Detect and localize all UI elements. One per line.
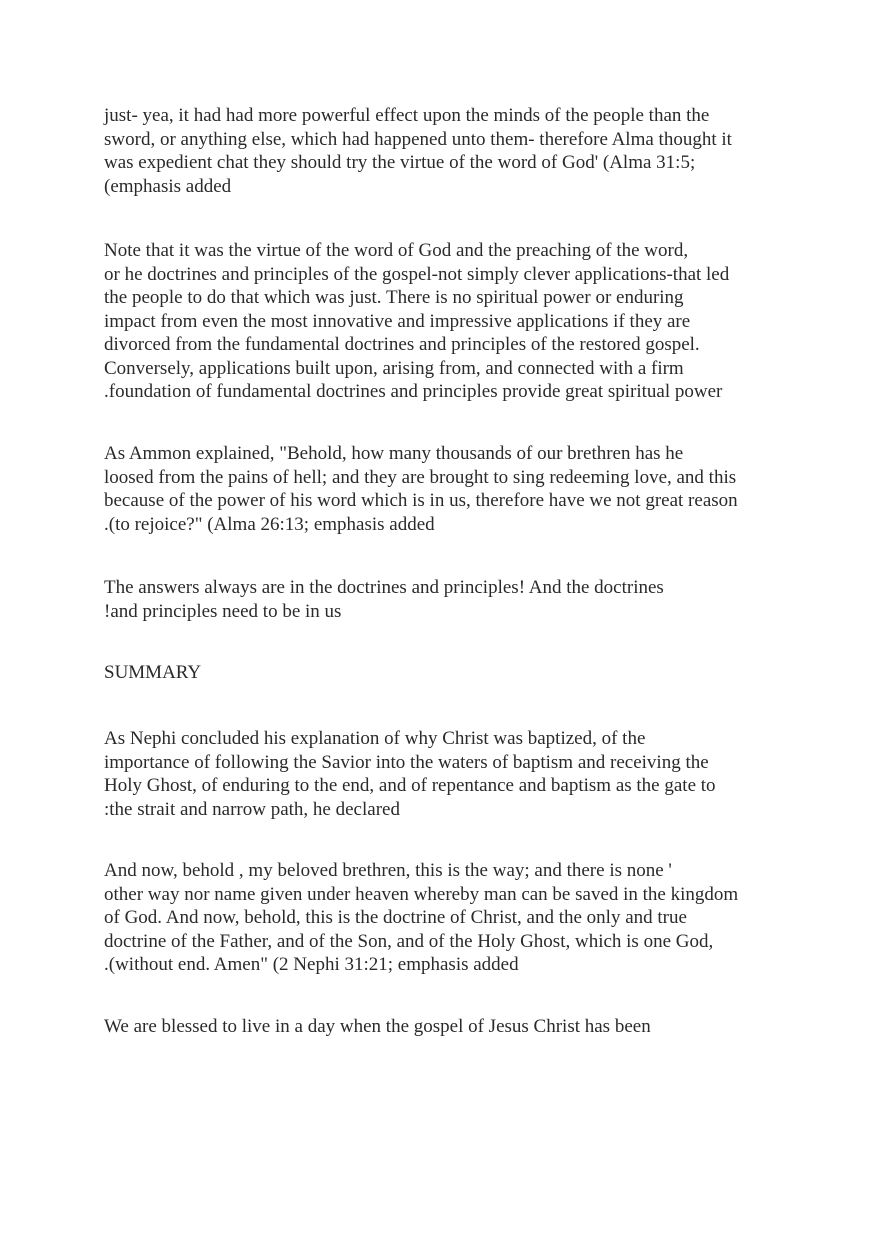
text-line: .(to rejoice?" (Alma 26:13; emphasis added xyxy=(104,513,435,535)
section-heading-summary xyxy=(104,661,804,685)
text-line: doctrine of the Father, and of the Son, and of the Holy Ghost, which is one God, xyxy=(104,930,714,952)
text-line: Conversely, applications built upon, arising from, and connected with a firm xyxy=(104,357,684,379)
text-line: .(without end. Amen" (2 Nephi 31:21; emphasis added xyxy=(104,954,519,975)
text-line: other way nor name given under heaven whereby man can be saved in the kingdom xyxy=(104,883,739,905)
text-line: (emphasis added xyxy=(104,175,232,197)
text-line: sword, or anything else, which had happened unto them- therefore Alma thought it xyxy=(104,128,732,150)
text-line: the people to do that which was just. There is no spiritual power or enduring xyxy=(104,287,684,308)
text-line: of God. And now, behold, this is the doctrine of Christ, and the only and true xyxy=(104,907,687,928)
paragraph-nephi-concluded xyxy=(104,727,804,821)
text-line: Note that it was the virtue of the word of God and the preaching of the word, xyxy=(104,240,689,261)
text-line: The answers always are in the doctrines and principles! And the doctrines xyxy=(104,577,664,598)
text-line: was expedient chat they should try the virtue of the word of God' (Alma 31:5; xyxy=(104,152,696,173)
paragraph-answers xyxy=(104,576,804,623)
paragraph-virtue-of-word xyxy=(104,239,804,404)
paragraph-blessed xyxy=(104,1015,804,1039)
text-line: !and principles need to be in us xyxy=(104,600,342,622)
text-line: And now, behold , my beloved brethren, this is the way; and there is none ' xyxy=(104,860,672,881)
text-line: We are blessed to live in a day when the gospel of Jesus Christ has been xyxy=(104,1016,651,1037)
text-line: As Nephi concluded his explanation of why Christ was baptized, of the xyxy=(104,728,646,749)
text-line: or he doctrines and principles of the gospel-not simply clever applications-that led xyxy=(104,263,730,285)
text-line: loosed from the pains of hell; and they are brought to sing redeeming love, and this xyxy=(104,466,737,488)
text-line: impact from even the most innovative and impressive applications if they are xyxy=(104,310,691,332)
text-line: importance of following the Savior into the waters of baptism and receiving the xyxy=(104,751,709,773)
text-line: :the strait and narrow path, he declared xyxy=(104,798,400,820)
text-line: just- yea, it had had more powerful effect upon the minds of the people than the xyxy=(104,105,710,126)
text-line: divorced from the fundamental doctrines and principles of the restored gospel. xyxy=(104,334,700,355)
text-line: Holy Ghost, of enduring to the end, and of repentance and baptism as the gate to xyxy=(104,775,716,796)
paragraph-ammon-quote xyxy=(104,442,804,536)
heading-text: SUMMARY xyxy=(104,662,202,683)
paragraph-nephi-quote xyxy=(104,859,804,977)
paragraph-alma-quote xyxy=(104,104,804,198)
text-line: As Ammon explained, "Behold, how many thousands of our brethren has he xyxy=(104,443,684,464)
text-line: .foundation of fundamental doctrines and principles provide great spiritual power xyxy=(104,381,723,402)
text-line: because of the power of his word which is in us, therefore have we not great reason xyxy=(104,490,738,511)
